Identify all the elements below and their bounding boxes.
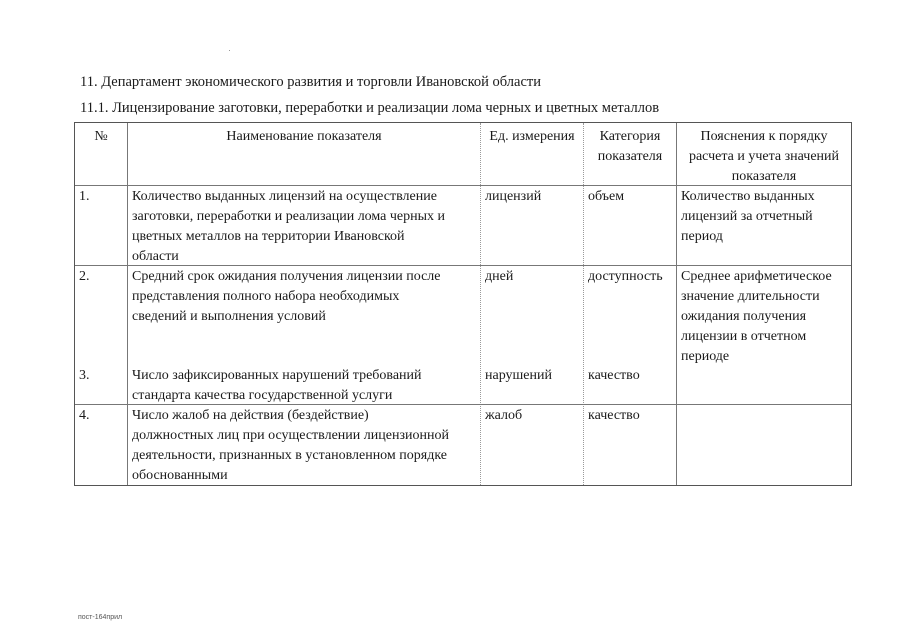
row2-name — [132, 267, 480, 327]
subsection-title: 11.1. Лицензирование заготовки, переработки и реализации лома черных и цветных металлов — [80, 100, 660, 116]
row4-name-line: Число жалоб на действия (бездействие) — [132, 408, 369, 423]
row1-name-line: Количество выданных лицензий на осуществление — [132, 189, 437, 204]
row2-name-line: представления полного набора необходимых — [132, 289, 400, 304]
header-note — [677, 127, 851, 187]
row2-name-line: Средний срок ожидания получения лицензии после — [132, 269, 441, 284]
col-divider-1 — [127, 123, 128, 485]
row1-name-line: цветных металлов на территории Ивановской — [132, 229, 405, 244]
row4-name-line: обоснованными — [132, 468, 228, 483]
row1-category: объем — [588, 189, 625, 204]
row1-note-line: лицензий за отчетный — [681, 209, 813, 224]
col-divider-2 — [480, 123, 481, 485]
header-category-line: показателя — [597, 149, 663, 164]
row4-num: 4. — [79, 408, 90, 423]
row2-num: 2. — [79, 269, 90, 284]
row3-name — [132, 366, 480, 406]
header-note-line: Пояснения к порядку — [700, 129, 828, 144]
header-note-line: расчета и учета значений — [688, 149, 840, 164]
row4-name — [132, 406, 480, 486]
header-num: № — [94, 129, 108, 144]
header-category-line: Категория — [599, 129, 661, 144]
header-note-line: показателя — [731, 169, 797, 184]
row4-name-line: деятельности, признанных в установленном порядке — [132, 448, 447, 463]
col-divider-3 — [583, 123, 584, 485]
row3-unit: нарушений — [485, 368, 552, 383]
row2-note-line: значение длительности — [681, 289, 820, 304]
row2-note-line: лицензии в отчетном — [681, 329, 807, 344]
row2-note — [681, 267, 832, 367]
row1-name-line: заготовки, переработки и реализации лома черных и — [132, 209, 446, 224]
row2-note-line: Среднее арифметическое — [681, 269, 832, 284]
row3-category: качество — [588, 368, 640, 383]
row1-note-line: период — [681, 229, 723, 244]
footer-note: пост-164прил — [78, 614, 123, 621]
header-unit: Ед. измерения — [489, 129, 575, 144]
row1-note-line: Количество выданных — [681, 189, 815, 204]
row2-note-line: ожидания получения — [681, 309, 807, 324]
scan-speck — [229, 50, 230, 51]
section-title: 11. Департамент экономического развития и торговли Ивановской области — [80, 74, 541, 90]
header-category — [584, 127, 676, 167]
row3-num: 3. — [79, 368, 90, 383]
row4-category: качество — [588, 408, 640, 423]
row4-unit: жалоб — [485, 408, 523, 423]
row4-name-line: должностных лиц при осуществлении лицензионной — [132, 428, 449, 443]
row3-name-line: стандарта качества государственной услуги — [132, 388, 393, 403]
header-name: Наименование показателя — [226, 129, 382, 144]
row2-unit: дней — [485, 269, 514, 284]
row1-name — [132, 187, 480, 267]
row2-category: доступность — [588, 269, 663, 284]
indicators-table — [74, 122, 852, 486]
row1-num: 1. — [79, 189, 90, 204]
row1-unit: лицензий — [485, 189, 542, 204]
row1-note — [681, 187, 815, 247]
row3-name-line: Число зафиксированных нарушений требований — [132, 368, 422, 383]
row1-name-line: области — [132, 249, 179, 264]
row2-name-line: сведений и выполнения условий — [132, 309, 326, 324]
row2-note-line: периоде — [681, 349, 730, 364]
